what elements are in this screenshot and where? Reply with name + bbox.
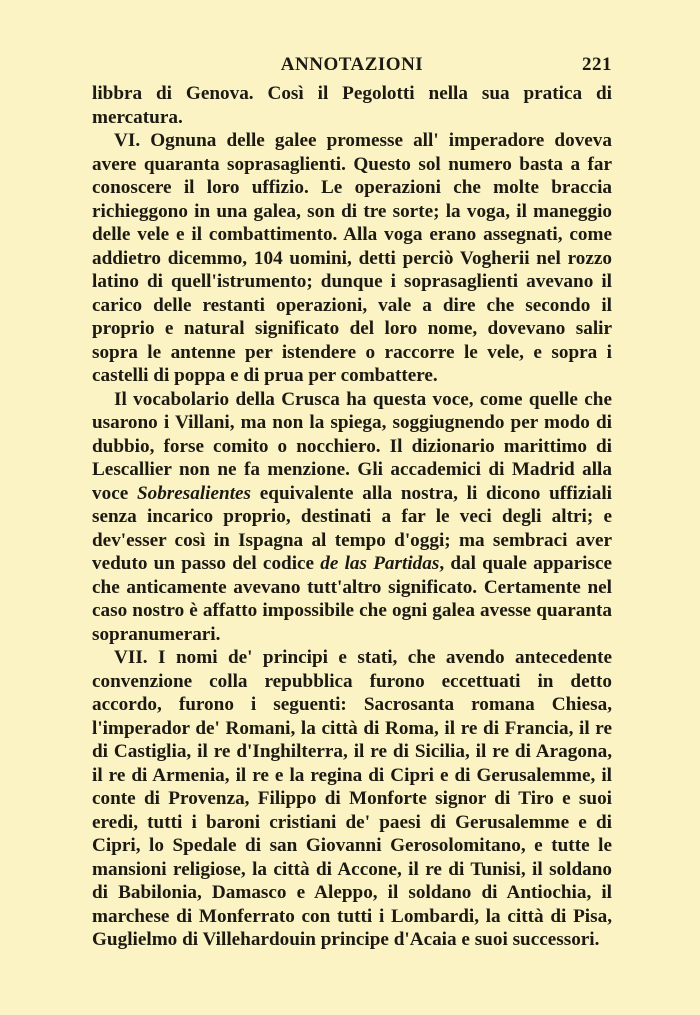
text-segment: Il vocabolario della Crusca ha questa voce, come quelle che usarono i Villani, ma non la spiega, soggiugnendo per modo di dubbio, forse comito o nocchiero. Il dizionario marittimo di Lescallier non ne fa menzione. Gli accademici di Madrid alla voce (92, 388, 612, 504)
paragraph-continuation: libbra di Genova. Così il Pegolotti nella sua pratica di mercatura. (92, 83, 612, 128)
paragraph-note-vii: VII. I nomi de' principi e stati, che avendo antecedente convenzione colla repubblica furono eccettuati in detto accordo, furono i seguenti: Sacrosanta romana Chiesa, l'imperador de' Romani, la città di Roma, il re di Francia, il re di Castiglia, il re d'Inghilterra, il re di Sicilia, il re di Aragona, il re di Armenia, il re e la regina di Cipri e di Gerusalemme, il conte di Provenza, Filippo di Monforte signor di Tiro e suoi eredi, tutti i baroni cristiani de' paesi di Gerusalemme e di Cipri, lo Spedale di san Giovanni Gerosolomitano, e tutte le mansioni religiose, la città di Accone, il re di Tunisi, il soldano di Babilonia, Damasco e Aleppo, il soldano di Antiochia, il marchese di Monferrato con tutti i Lombardi, la città di Pisa, Guglielmo di Villehardouin principe d'Acaia e suoi successori. (92, 647, 612, 950)
page-number: 221 (582, 54, 612, 75)
italic-term-partidas: de las Partidas (320, 553, 440, 574)
text-segment: , dal quale apparisce che anticamente avevano tutt'altro significato. Certamente nel caso nostro è affatto impossibile che ogni galea avesse quaranta sopranumerari. (92, 553, 612, 645)
body-text (92, 82, 612, 952)
italic-term-sobresalientes: Sobresalientes (136, 482, 252, 504)
page-header (92, 54, 612, 82)
running-head: ANNOTAZIONI (280, 54, 424, 75)
paragraph-crusca (92, 388, 612, 647)
paragraph-note-vi: VI. Ognuna delle galee promesse all' imperadore doveva avere quaranta soprasaglienti. Questo sol numero basta a far conoscere il loro uffizio. Le operazioni che molte braccia richieggono in una galea, son di tre sorte; la voga, il maneggio delle vele e il combattimento. Alla voga erano assegnati, come addietro dicemmo, 104 uomini, detti perciò Vogherii nel rozzo latino di quell'istrumento; dunque i soprasaglienti avevano il carico delle restanti operazioni, vale a dire che secondo il proprio e natural significato del loro nome, dovevano salir sopra le antenne per istendere o raccorre le vele, e sopra i castelli di poppa e di prua per combattere. (92, 130, 612, 386)
text-segment: equivalente alla nostra, li dicono uffiziali senza incarico proprio, destinati a far le veci degli altri; e dev'esser così in Ispagna al tempo d'oggi; ma sembraci aver veduto un passo del codice (92, 482, 612, 574)
